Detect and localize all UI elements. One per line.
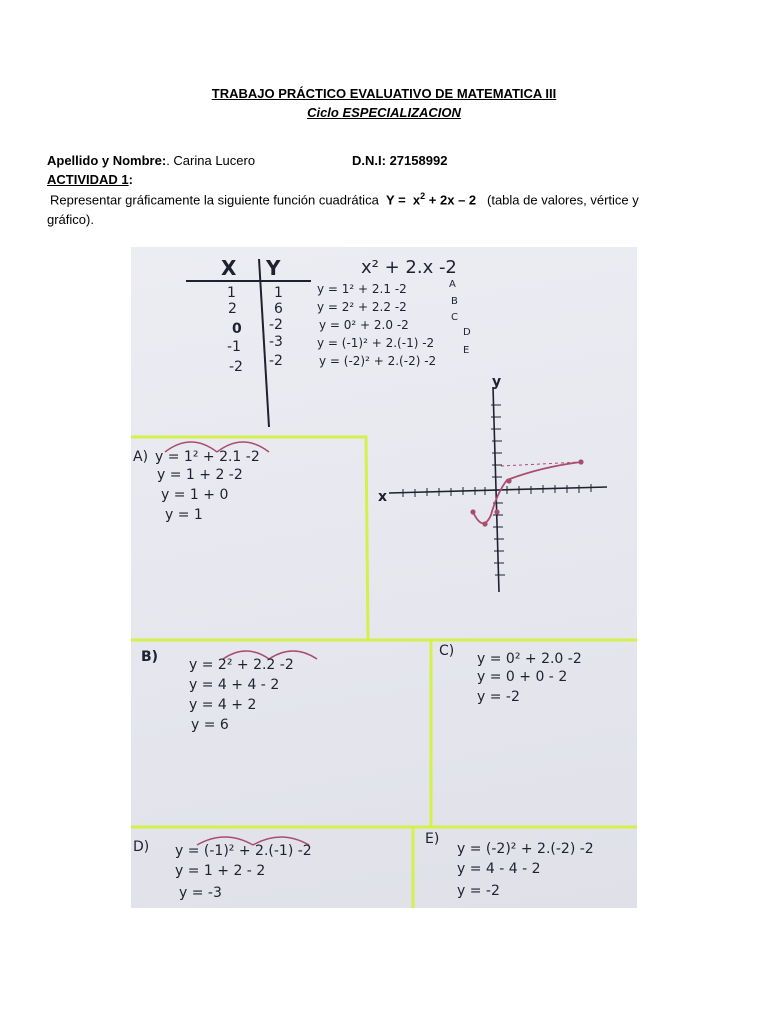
work-line: y = -2 <box>457 883 500 899</box>
table-row-y: 6 <box>274 301 283 317</box>
table-row-x: 0 <box>232 321 242 337</box>
activity-instruction <box>50 191 639 207</box>
function-exponent: 2 <box>420 191 426 201</box>
formula-tag: D <box>463 327 471 338</box>
table-header-x: X <box>221 256 237 280</box>
formula-line: y = 2² + 2.2 -2 <box>317 300 407 314</box>
work-line: y = 1 + 2 - 2 <box>175 863 266 879</box>
cartesian-graph <box>378 374 607 592</box>
table-column-rule <box>259 259 269 427</box>
box-tag: C) <box>439 643 455 659</box>
function-y: Y = <box>386 192 406 208</box>
work-line: y = 4 + 4 - 2 <box>189 677 280 693</box>
document-subtitle: Ciclo ESPECIALIZACION <box>307 105 461 120</box>
work-line: y = 2² + 2.2 -2 <box>189 657 294 673</box>
table-header-y: Y <box>266 256 281 280</box>
dni-label: D.N.I: <box>352 153 386 168</box>
work-line: y = 1 + 0 <box>161 487 229 503</box>
formula-line: y = 1² + 2.1 -2 <box>317 282 407 296</box>
name-value: . Carina Lucero <box>166 153 256 168</box>
activity-instruction-line2: gráfico). <box>47 212 94 227</box>
formula-line: y = (-1)² + 2.(-1) -2 <box>317 336 435 350</box>
formula-line: y = (-2)² + 2.(-2) -2 <box>319 354 437 368</box>
function-label: x² + 2.x -2 <box>361 257 457 278</box>
table-row-x: -2 <box>229 359 243 375</box>
work-box-e <box>425 831 594 899</box>
table-row-x: -1 <box>227 339 241 355</box>
work-line: y = 4 - 4 - 2 <box>457 861 541 877</box>
y-axis-label: y <box>492 374 502 390</box>
work-line: y = 0 + 0 - 2 <box>477 669 568 685</box>
name-label: Apellido y Nombre: <box>47 153 167 168</box>
handwritten-photo <box>131 247 637 908</box>
work-box-c <box>439 643 582 705</box>
box-tag: D) <box>133 839 150 855</box>
box-tag: E) <box>425 831 440 847</box>
instruction-text: Representar gráficamente la siguiente función cuadrática <box>50 192 379 208</box>
work-box-a <box>133 442 269 523</box>
work-line: y = 1² + 2.1 -2 <box>155 449 260 465</box>
activity-colon: : <box>128 172 133 187</box>
table-row-x: 2 <box>228 301 237 317</box>
work-line: y = 4 + 2 <box>189 697 257 713</box>
formula-tag: C <box>451 312 458 323</box>
box-tag: B) <box>141 649 159 665</box>
table-row-y: -2 <box>269 353 283 369</box>
activity-label: ACTIVIDAD 1 <box>47 172 129 187</box>
x-axis <box>389 487 607 493</box>
formula-tag: E <box>463 345 470 356</box>
work-box-d <box>133 837 312 901</box>
work-line: y = 0² + 2.0 -2 <box>477 651 582 667</box>
function-x: x <box>412 192 421 208</box>
student-name-line <box>47 153 255 168</box>
work-line: y = 1 + 2 -2 <box>157 467 243 483</box>
work-line: y = 6 <box>191 717 229 733</box>
table-row-y: -2 <box>269 317 283 333</box>
document-title: TRABAJO PRÁCTICO EVALUATIVO DE MATEMATICA III <box>211 86 557 101</box>
formula-tag: A <box>449 279 456 290</box>
handwritten-work <box>131 247 637 908</box>
formula-line: y = 0² + 2.0 -2 <box>319 318 409 332</box>
activity-heading <box>47 172 133 187</box>
work-line: y = 1 <box>165 507 203 523</box>
function-rest: + 2x – 2 <box>428 192 477 208</box>
dni-value: 27158992 <box>389 153 448 168</box>
table-row-x: 1 <box>227 285 236 301</box>
parabola-curve <box>473 462 581 523</box>
table-row-y: -3 <box>269 334 283 350</box>
formula-tag: B <box>451 296 458 307</box>
dni-line <box>352 153 447 168</box>
value-table <box>186 256 311 427</box>
box-tag: A) <box>133 449 149 465</box>
instruction-tail: (tabla de valores, vértice y <box>487 192 639 208</box>
work-line: y = -2 <box>477 689 520 705</box>
table-formulas <box>317 279 471 368</box>
work-line: y = (-2)² + 2.(-2) -2 <box>457 841 594 857</box>
x-axis-label: x <box>378 489 388 505</box>
work-box-b <box>141 649 317 733</box>
table-row-y: 1 <box>274 285 283 301</box>
work-line: y = (-1)² + 2.(-1) -2 <box>175 843 312 859</box>
work-line: y = -3 <box>179 885 222 901</box>
